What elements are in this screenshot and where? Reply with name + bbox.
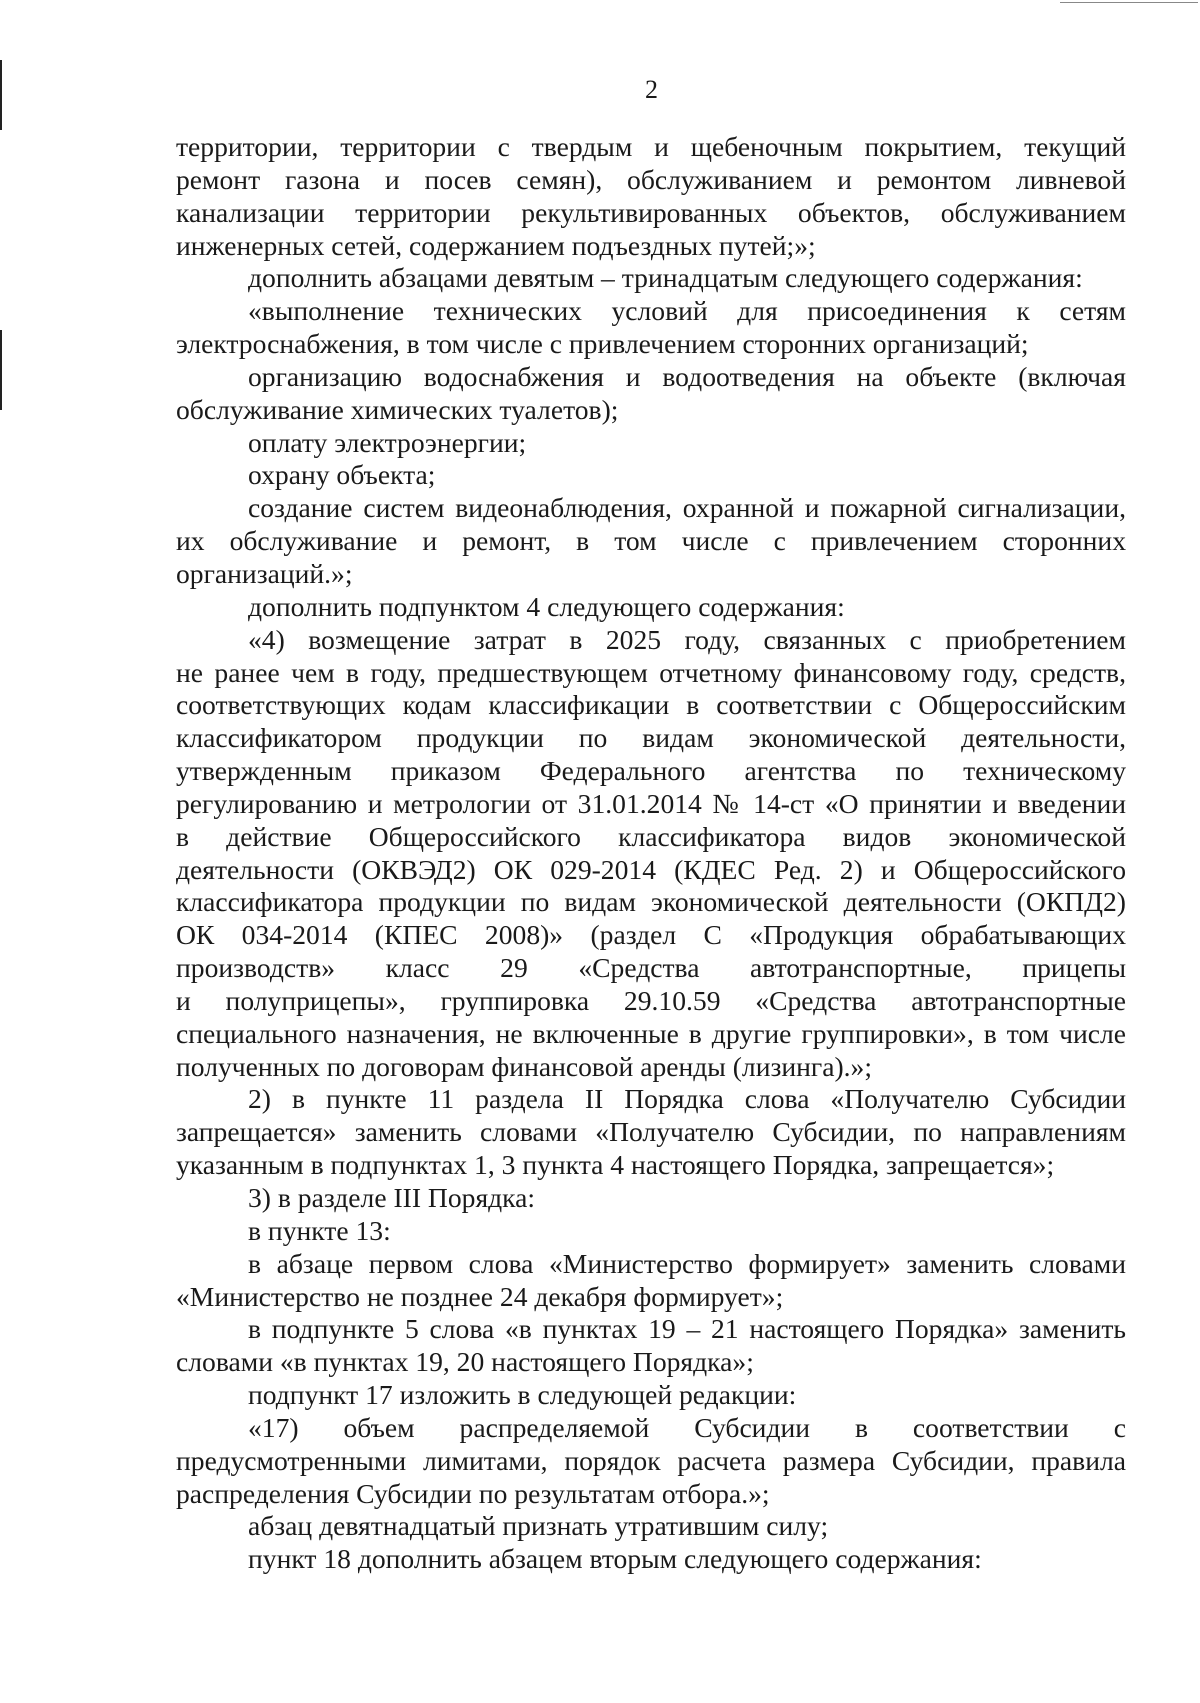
text-line: классификатором продукции по видам экономической деятельности,	[176, 722, 1126, 754]
text-line: в абзаце первом слова «Министерство формирует» заменить словами	[248, 1247, 1126, 1279]
text-line: производств» класс 29 «Средства автотранспортные, прицепы	[176, 952, 1126, 984]
text-line: 2) в пункте 11 раздела II Порядка слова «Получателю Субсидии	[248, 1083, 1126, 1115]
text-line: регулированию и метрологии от 31.01.2014 № 14-ст «О принятии и введении	[176, 787, 1126, 819]
text-line: ремонт газона и посев семян), обслуживанием и ремонтом ливневой	[176, 163, 1126, 195]
scan-edge-mark	[0, 330, 2, 410]
text-line: дополнить абзацами девятым – тринадцатым следующего содержания:	[248, 262, 1083, 294]
text-line: «выполнение технических условий для присоединения к сетям	[248, 295, 1126, 327]
text-line: «4) возмещение затрат в 2025 году, связанных с приобретением	[248, 623, 1126, 655]
text-line: канализации территории рекультивированных объектов, обслуживанием	[176, 196, 1126, 228]
text-line: в действие Общероссийского классификатора видов экономической	[176, 820, 1126, 852]
text-line: классификатора продукции по видам экономической деятельности (ОКПД2)	[176, 886, 1126, 918]
text-line: охрану объекта;	[248, 459, 436, 491]
text-line: распределения Субсидии по результатам отбора.»;	[176, 1477, 770, 1509]
text-line: не ранее чем в году, предшествующем отчетному финансовому году, средств,	[176, 656, 1126, 688]
document-body	[176, 131, 1126, 1576]
text-line: в подпункте 5 слова «в пунктах 19 – 21 настоящего Порядка» заменить	[248, 1313, 1126, 1345]
text-line: запрещается» заменить словами «Получателю Субсидии, по направлениям	[176, 1116, 1126, 1148]
text-line: деятельности (ОКВЭД2) ОК 029-2014 (КДЕС Ред. 2) и Общероссийского	[176, 853, 1126, 885]
text-line: специального назначения, не включенные в другие группировки», в том числе	[176, 1017, 1126, 1049]
text-line: «17) объем распределяемой Субсидии в соответствии с	[248, 1411, 1126, 1443]
text-line: предусмотренными лимитами, порядок расчета размера Субсидии, правила	[176, 1444, 1126, 1476]
scan-edge-mark	[1060, 2, 1198, 3]
text-line: 3) в разделе III Порядка:	[248, 1182, 536, 1213]
text-line: полученных по договорам финансовой аренды (лизинга).»;	[176, 1050, 873, 1082]
text-line: и полуприцепы», группировка 29.10.59 «Средства автотранспортные	[176, 984, 1126, 1016]
text-line: абзац девятнадцатый признать утратившим силу;	[248, 1510, 829, 1542]
text-line: «Министерство не позднее 24 декабря формирует»;	[176, 1280, 784, 1312]
text-line: организаций.»;	[176, 557, 353, 589]
text-line: создание систем видеонаблюдения, охранной и пожарной сигнализации,	[248, 492, 1126, 524]
text-line: инженерных сетей, содержанием подъездных путей;»;	[176, 229, 816, 261]
text-line: обслуживание химических туалетов);	[176, 393, 619, 425]
text-line: утвержденным приказом Федерального агентства по техническому	[176, 755, 1126, 787]
text-line: электроснабжения, в том числе с привлечением сторонних организаций;	[176, 328, 1029, 360]
text-line: ОК 034-2014 (КПЕС 2008)» (раздел С «Продукция обрабатывающих	[176, 919, 1126, 951]
text-line: подпункт 17 изложить в следующей редакции:	[248, 1379, 797, 1411]
text-line: их обслуживание и ремонт, в том числе с привлечением сторонних	[176, 525, 1126, 557]
text-line: словами «в пунктах 19, 20 настоящего Порядка»;	[176, 1346, 754, 1378]
text-line: дополнить подпунктом 4 следующего содержания:	[248, 590, 845, 622]
text-line: оплату электроэнергии;	[248, 426, 527, 458]
text-line: в пункте 13:	[248, 1214, 391, 1246]
text-line: указанным в подпунктах 1, 3 пункта 4 настоящего Порядка, запрещается»;	[176, 1149, 1055, 1181]
text-line: соответствующих кодам классификации в соответствии с Общероссийским	[176, 689, 1126, 721]
page-number: 2	[645, 75, 658, 104]
text-line: пункт 18 дополнить абзацем вторым следующего содержания:	[248, 1543, 982, 1575]
text-line: территории, территории с твердым и щебеночным покрытием, текущий	[176, 131, 1126, 162]
text-line: организацию водоснабжения и водоотведения на объекте (включая	[248, 360, 1126, 392]
